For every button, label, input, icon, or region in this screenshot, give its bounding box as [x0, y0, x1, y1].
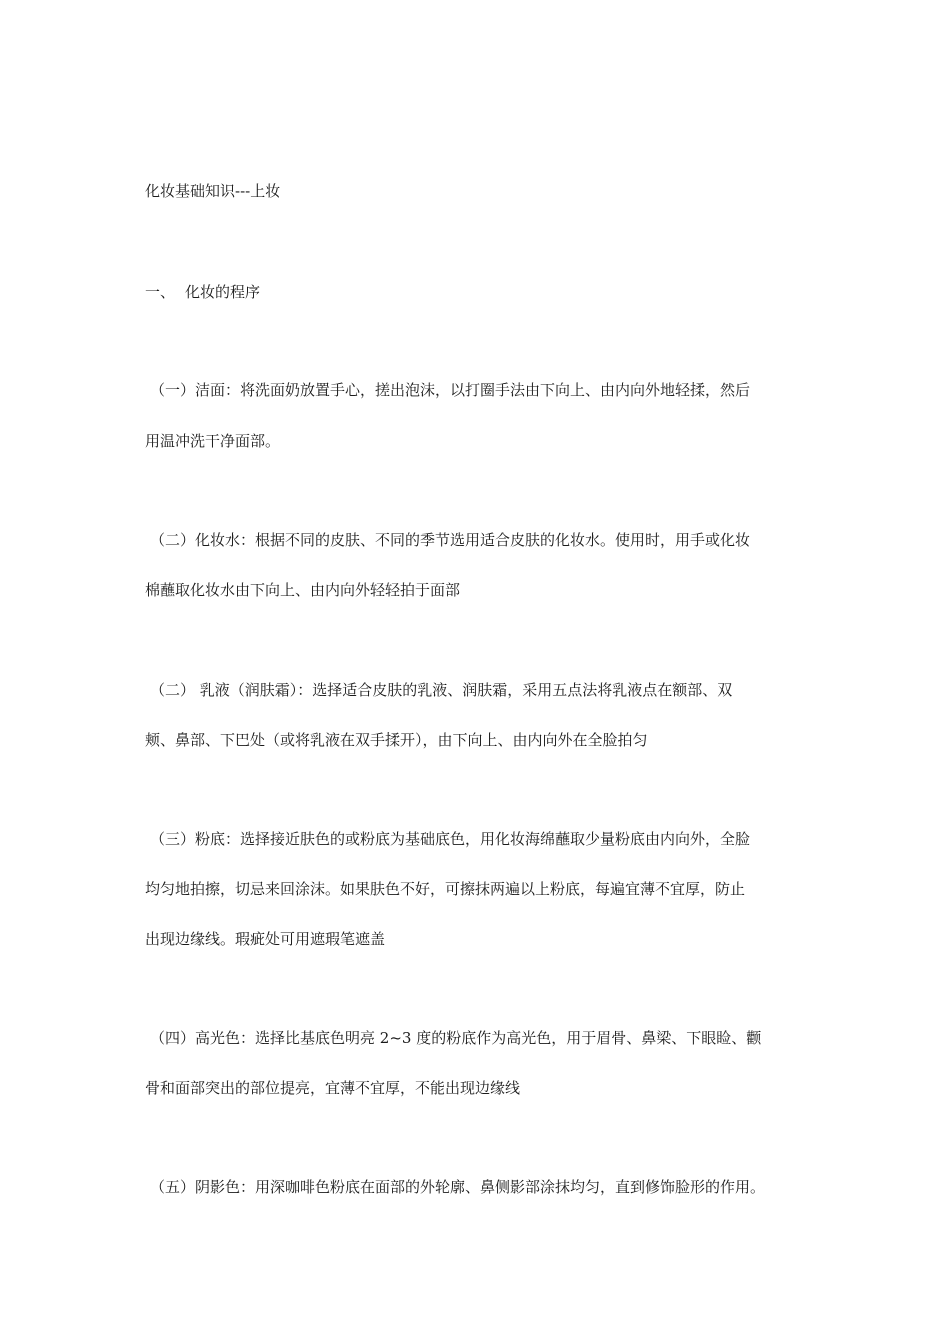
paragraph-line: （三）粉底：选择接近肤色的或粉底为基础底色，用化妆海绵蘸取少量粉底由内向外，全脸	[150, 830, 751, 848]
document-title: 化妆基础知识---上妆	[145, 182, 281, 200]
paragraph-line: 骨和面部突出的部位提亮，宜薄不宜厚，不能出现边缘线	[145, 1079, 521, 1097]
section-heading	[145, 282, 260, 302]
paragraph-line: 均匀地拍擦，切忌来回涂沫。如果肤色不好，可擦抹两遍以上粉底，每遍宜薄不宜厚，防止	[145, 880, 746, 898]
paragraph-line: （五）阴影色：用深咖啡色粉底在面部的外轮廓、鼻侧影部涂抹均匀，直到修饰脸形的作用。	[150, 1178, 766, 1196]
paragraph-line: （四）高光色：选择比基底色明亮 2~3 度的粉底作为高光色，用于眉骨、鼻梁、下眼睑、颧	[150, 1029, 762, 1047]
paragraph-line: 颊、鼻部、下巴处（或将乳液在双手揉开），由下向上、由内向外在全脸拍匀	[145, 731, 648, 749]
paragraph-line: 棉蘸取化妆水由下向上、由内向外轻轻拍于面部	[145, 581, 461, 599]
paragraph-line: （一）洁面：将洗面奶放置手心，搓出泡沫，以打圈手法由下向上、由内向外地轻揉，然后	[150, 381, 751, 399]
paragraph-line: （二）化妆水：根据不同的皮肤、不同的季节选用适合皮肤的化妆水。使用时，用手或化妆	[150, 531, 751, 549]
paragraph-line: （二） 乳液（润肤霜）：选择适合皮肤的乳液、润肤霜，采用五点法将乳液点在额部、双	[150, 681, 733, 699]
section-title: 化妆的程序	[185, 283, 261, 301]
paragraph-line: 用温冲洗干净面部。	[145, 432, 281, 450]
section-number: 一、	[145, 283, 176, 301]
paragraph-line: 出现边缘线。瑕疵处可用遮瑕笔遮盖	[145, 930, 386, 948]
